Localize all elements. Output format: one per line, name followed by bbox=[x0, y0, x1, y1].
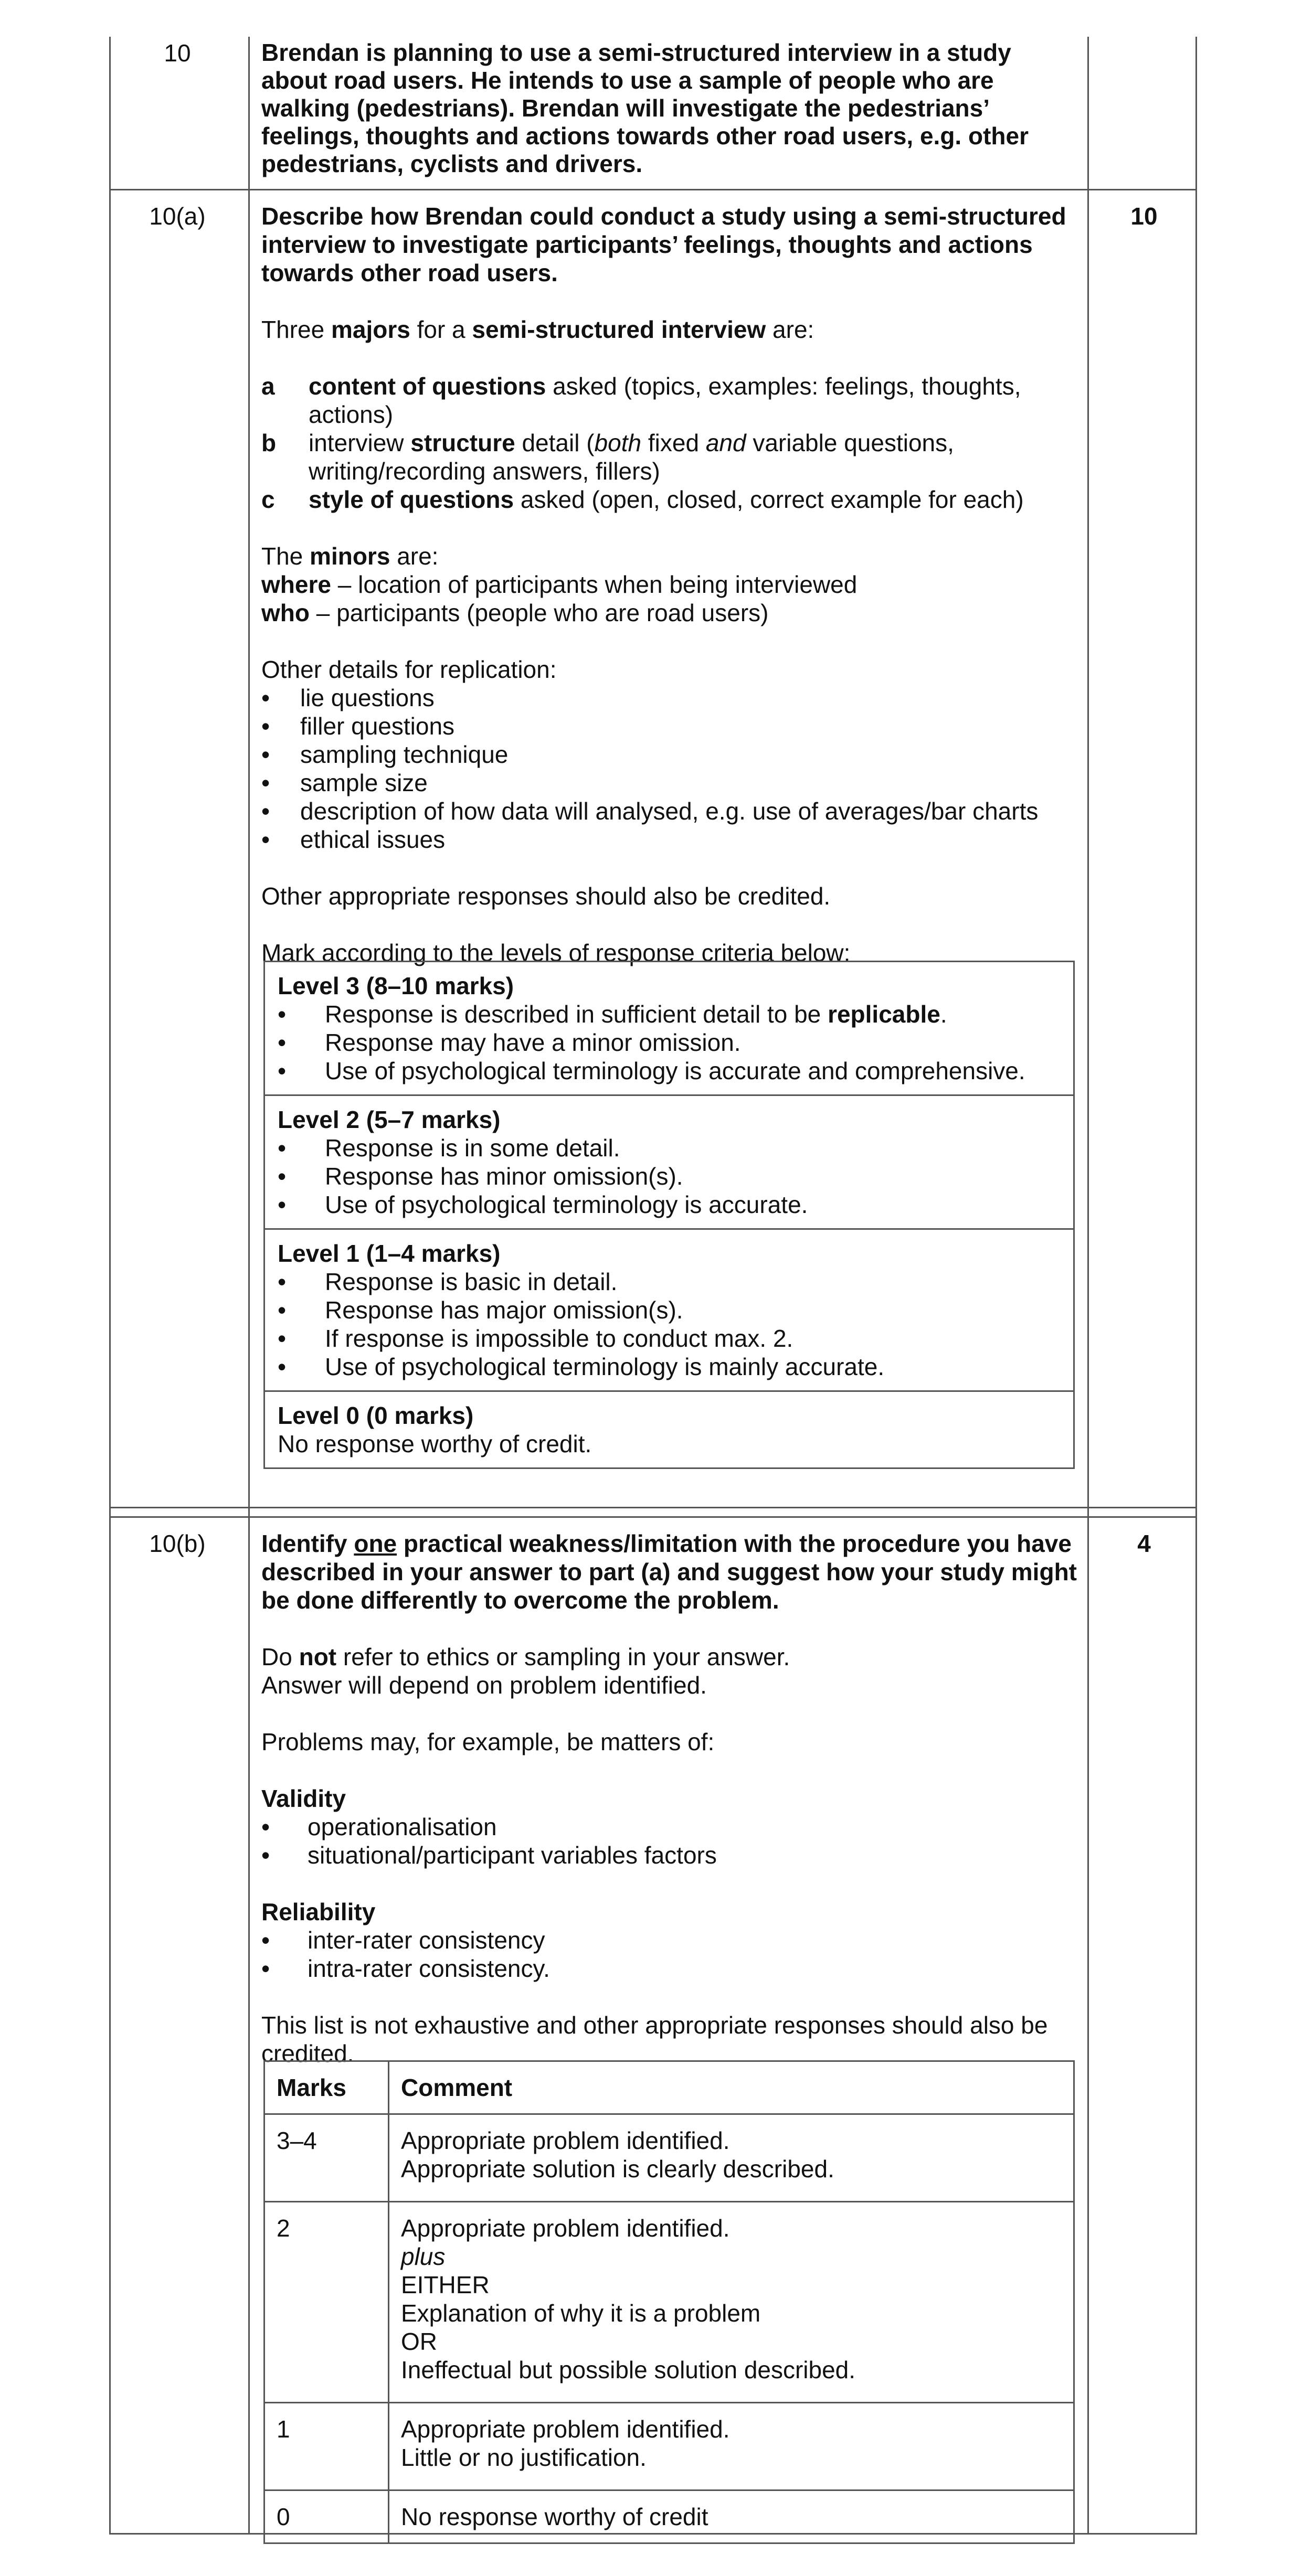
question-number: 10(a) bbox=[149, 203, 206, 230]
not-exhaustive-note: This list is not exhaustive and other appropriate responses should also be credited. bbox=[261, 2011, 1048, 2067]
question-stem: Brendan is planning to use a semi-structured interview in a study about road users. He intends to use a sample of people who are walking (pedestrians). Brendan will investigate the pedestrians’ feelings, thoughts and actions towards other road users, e.g. other pedestrians, cyclists and drivers. bbox=[261, 39, 1029, 177]
level-criterion: • Response is basic in detail. bbox=[278, 1268, 618, 1295]
do-not-note: Do not refer to ethics or sampling in your answer. bbox=[261, 1643, 790, 1670]
validity-heading: Validity bbox=[261, 1785, 346, 1812]
level-title: Level 3 (8–10 marks) bbox=[278, 972, 514, 999]
table-row bbox=[264, 2403, 1074, 2490]
major-item: b interview structure detail (both fixed and variable questions, writing/recording answers, fillers) bbox=[261, 429, 954, 485]
row-divider-10 bbox=[109, 189, 1197, 190]
table-row bbox=[264, 2202, 1074, 2403]
level-criterion: • Use of psychological terminology is mainly accurate. bbox=[278, 1353, 885, 1380]
level-title: Level 0 (0 marks) bbox=[278, 1402, 474, 1429]
question-text: Identify one practical weakness/limitation with the procedure you have described in your answer to part (a) and suggest how your study might be done differently to overcome the problem. bbox=[261, 1530, 1077, 1614]
level-criterion: • Use of psychological terminology is accurate and comprehensive. bbox=[278, 1057, 1025, 1084]
table-row bbox=[264, 2114, 1074, 2202]
table-left-border bbox=[109, 37, 111, 2534]
mark-according: Mark according to the levels of response criteria below: bbox=[261, 939, 851, 966]
level-title: Level 1 (1–4 marks) bbox=[278, 1240, 501, 1267]
bullet-item: • operationalisation bbox=[261, 1813, 497, 1840]
bullet-item: • description of how data will analysed, e.g. use of averages/bar charts bbox=[261, 797, 1039, 825]
bullet-item: • filler questions bbox=[261, 712, 455, 740]
reliability-heading: Reliability bbox=[261, 1898, 376, 1925]
answer-guidance-10a bbox=[261, 202, 1080, 967]
level-criterion: • If response is impossible to conduct max. 2. bbox=[278, 1325, 793, 1352]
level-criterion: • Response has minor omission(s). bbox=[278, 1163, 683, 1190]
row-comment: Appropriate problem identified. plus EITHER Explanation of why it is a problem OR Ineffectual but possible solution described. bbox=[389, 2202, 1074, 2403]
level-criterion: • Response is described in sufficient detail to be replicable. bbox=[278, 1000, 947, 1028]
levels-table bbox=[263, 961, 1075, 1469]
level-text: No response worthy of credit. bbox=[278, 1430, 592, 1457]
minors-intro: The minors are: bbox=[261, 542, 439, 570]
bullet-item: • intra-rater consistency. bbox=[261, 1955, 550, 1982]
table-header-row bbox=[264, 2061, 1074, 2114]
header-marks: Marks bbox=[264, 2061, 389, 2114]
table-col2-border bbox=[1087, 37, 1089, 2534]
bullet-item: • inter-rater consistency bbox=[261, 1926, 545, 1954]
question-number: 10 bbox=[164, 39, 191, 67]
question-marks: 4 bbox=[1137, 1530, 1151, 1557]
minor-item: who – participants (people who are road users) bbox=[261, 599, 769, 626]
major-item: a content of questions asked (topics, examples: feelings, thoughts, actions) bbox=[261, 372, 1021, 428]
level-criterion: • Use of psychological terminology is accurate. bbox=[278, 1191, 808, 1218]
row-divider-10a-top bbox=[109, 1507, 1197, 1508]
row-marks: 1 bbox=[264, 2403, 389, 2490]
bullet-item: • ethical issues bbox=[261, 826, 446, 853]
level-title: Level 2 (5–7 marks) bbox=[278, 1106, 501, 1133]
table-right-border bbox=[1195, 37, 1197, 2534]
level-criterion: • Response may have a minor omission. bbox=[278, 1029, 741, 1056]
depend-note: Answer will depend on problem identified. bbox=[261, 1672, 707, 1699]
marks-table bbox=[263, 2060, 1075, 2544]
question-marks: 10 bbox=[1130, 203, 1158, 230]
row-comment: Appropriate problem identified. Appropriate solution is clearly described. bbox=[389, 2114, 1074, 2202]
level-3 bbox=[265, 962, 1073, 1096]
level-1 bbox=[265, 1230, 1073, 1392]
bullet-item: • lie questions bbox=[261, 684, 435, 711]
level-criterion: • Response is in some detail. bbox=[278, 1134, 620, 1162]
other-responses: Other appropriate responses should also be credited. bbox=[261, 882, 831, 910]
row-divider-10a-bottom bbox=[109, 1516, 1197, 1518]
level-0 bbox=[265, 1392, 1073, 1467]
major-item: c style of questions asked (open, closed, correct example for each) bbox=[261, 486, 1024, 513]
answer-guidance-10b bbox=[261, 1529, 1080, 2068]
bullet-item: • sampling technique bbox=[261, 741, 509, 768]
bullet-item: • sample size bbox=[261, 769, 428, 796]
table-row bbox=[264, 2490, 1074, 2543]
level-criterion: • Response has major omission(s). bbox=[278, 1296, 683, 1324]
replication-intro: Other details for replication: bbox=[261, 656, 557, 683]
row-marks: 0 bbox=[264, 2490, 389, 2543]
row-comment: No response worthy of credit bbox=[389, 2490, 1074, 2543]
row-comment: Appropriate problem identified. Little or no justification. bbox=[389, 2403, 1074, 2490]
minor-item: where – location of participants when being interviewed bbox=[261, 571, 858, 598]
row-marks: 3–4 bbox=[264, 2114, 389, 2202]
bullet-item: • situational/participant variables factors bbox=[261, 1841, 717, 1869]
majors-intro: Three majors for a semi-structured interview are: bbox=[261, 316, 814, 343]
row-marks: 2 bbox=[264, 2202, 389, 2403]
question-number: 10(b) bbox=[149, 1530, 206, 1557]
problems-intro: Problems may, for example, be matters of: bbox=[261, 1728, 715, 1755]
header-comment: Comment bbox=[389, 2061, 1074, 2114]
table-col1-border bbox=[248, 37, 250, 2534]
question-text: Describe how Brendan could conduct a study using a semi-structured interview to investigate participants’ feelings, thoughts and actions towards other road users. bbox=[261, 203, 1066, 286]
level-2 bbox=[265, 1096, 1073, 1230]
